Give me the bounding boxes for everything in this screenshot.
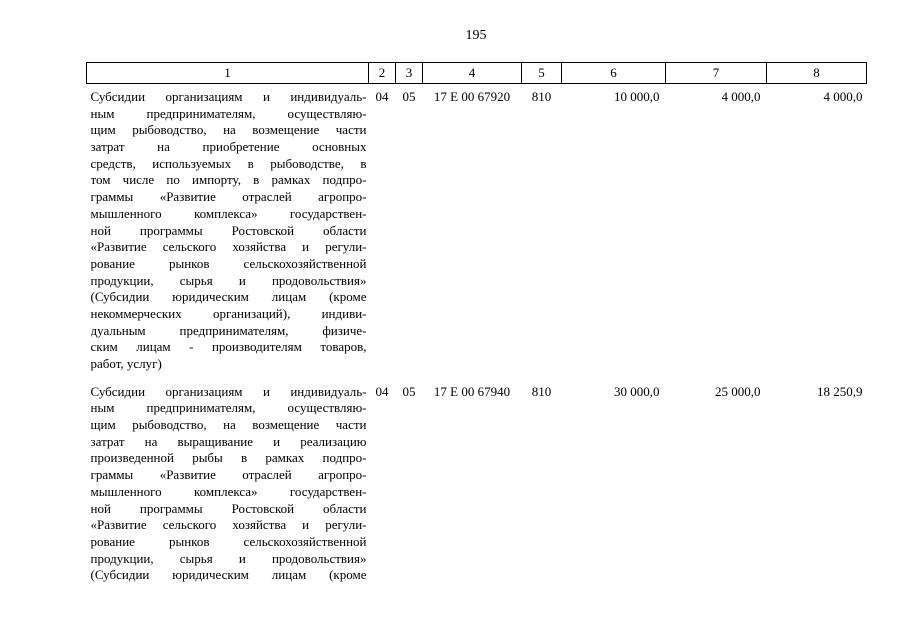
amount-col6: 30 000,0	[614, 383, 660, 399]
column-header-5: 5	[522, 63, 562, 84]
description-line: Субсидии организациям и индивидуаль-	[90, 89, 367, 104]
column-header-1: 1	[87, 63, 369, 84]
column-header-4: 4	[423, 63, 522, 84]
description-line: рование рынков сельскохозяйственной	[90, 255, 367, 271]
description-line: ным предпринимателям, осуществляю-	[90, 105, 367, 121]
description-line: ной программы Ростовской области	[90, 222, 367, 238]
table-header-row	[87, 63, 867, 84]
description-line: щим рыбоводство, на возмещение части	[90, 122, 367, 138]
description-line: мышленного комплекса» государствен-	[90, 483, 367, 499]
column-header-8: 8	[767, 63, 867, 84]
column-header-7: 7	[666, 63, 767, 84]
subsection-code: 05	[402, 89, 416, 104]
amount-col8: 4 000,0	[823, 89, 863, 104]
description-line: дуальным предпринимателям, физиче-	[90, 322, 367, 338]
section-code: 04	[375, 383, 389, 399]
target-article-code: 17 Е 00 67940	[433, 383, 511, 399]
target-article-code: 17 Е 00 67920	[433, 89, 511, 104]
description-line: том числе по импорту, в рамках подпро-	[90, 172, 367, 188]
row-description	[87, 84, 369, 379]
description-line: граммы «Развитие отраслей агропро-	[90, 189, 367, 205]
description-line: продукции, сырья и продовольствия»	[90, 550, 367, 566]
description-line: (Субсидии юридическим лицам (кроме	[90, 289, 367, 305]
description-line: ной программы Ростовской области	[90, 500, 367, 516]
table-row	[87, 84, 867, 379]
amount-col7: 25 000,0	[715, 383, 761, 399]
description-line: некоммерческих организаций), индиви-	[90, 305, 367, 321]
budget-table	[86, 62, 867, 590]
amount-col6: 10 000,0	[614, 89, 660, 104]
description-line: щим рыбоводство, на возмещение части	[90, 417, 367, 433]
row-description	[87, 379, 369, 590]
description-line: Субсидии организациям и индивидуаль-	[90, 383, 367, 399]
description-line: «Развитие сельского хозяйства и регули-	[90, 239, 367, 255]
column-header-2: 2	[369, 63, 396, 84]
description-line: рование рынков сельскохозяйственной	[90, 533, 367, 549]
description-line: «Развитие сельского хозяйства и регули-	[90, 517, 367, 533]
column-header-6: 6	[562, 63, 666, 84]
page-number: 195	[465, 28, 487, 43]
table-row	[87, 379, 867, 590]
amount-col8: 18 250,9	[817, 383, 863, 399]
description-line: ным предпринимателям, осуществляю-	[90, 400, 367, 416]
description-line: граммы «Развитие отраслей агропро-	[90, 467, 367, 483]
description-line: произведенной рыбы в рамках подпро-	[90, 450, 367, 466]
description-line: (Субсидии юридическим лицам (кроме	[90, 567, 367, 583]
amount-col7: 4 000,0	[721, 89, 761, 104]
description-line: затрат на выращивание и реализацию	[90, 433, 367, 449]
description-line: средств, используемых в рыбоводстве, в	[90, 155, 367, 171]
description-line: затрат на приобретение основных	[90, 139, 367, 155]
expense-type-code: 810	[531, 89, 552, 104]
subsection-code: 05	[402, 383, 416, 399]
section-code: 04	[375, 89, 389, 104]
column-header-3: 3	[396, 63, 423, 84]
description-line: мышленного комплекса» государствен-	[90, 205, 367, 221]
description-line: ским лицам - производителям товаров,	[90, 339, 367, 355]
description-line: работ, услуг)	[90, 356, 162, 371]
description-line: продукции, сырья и продовольствия»	[90, 272, 367, 288]
expense-type-code: 810	[531, 383, 552, 399]
